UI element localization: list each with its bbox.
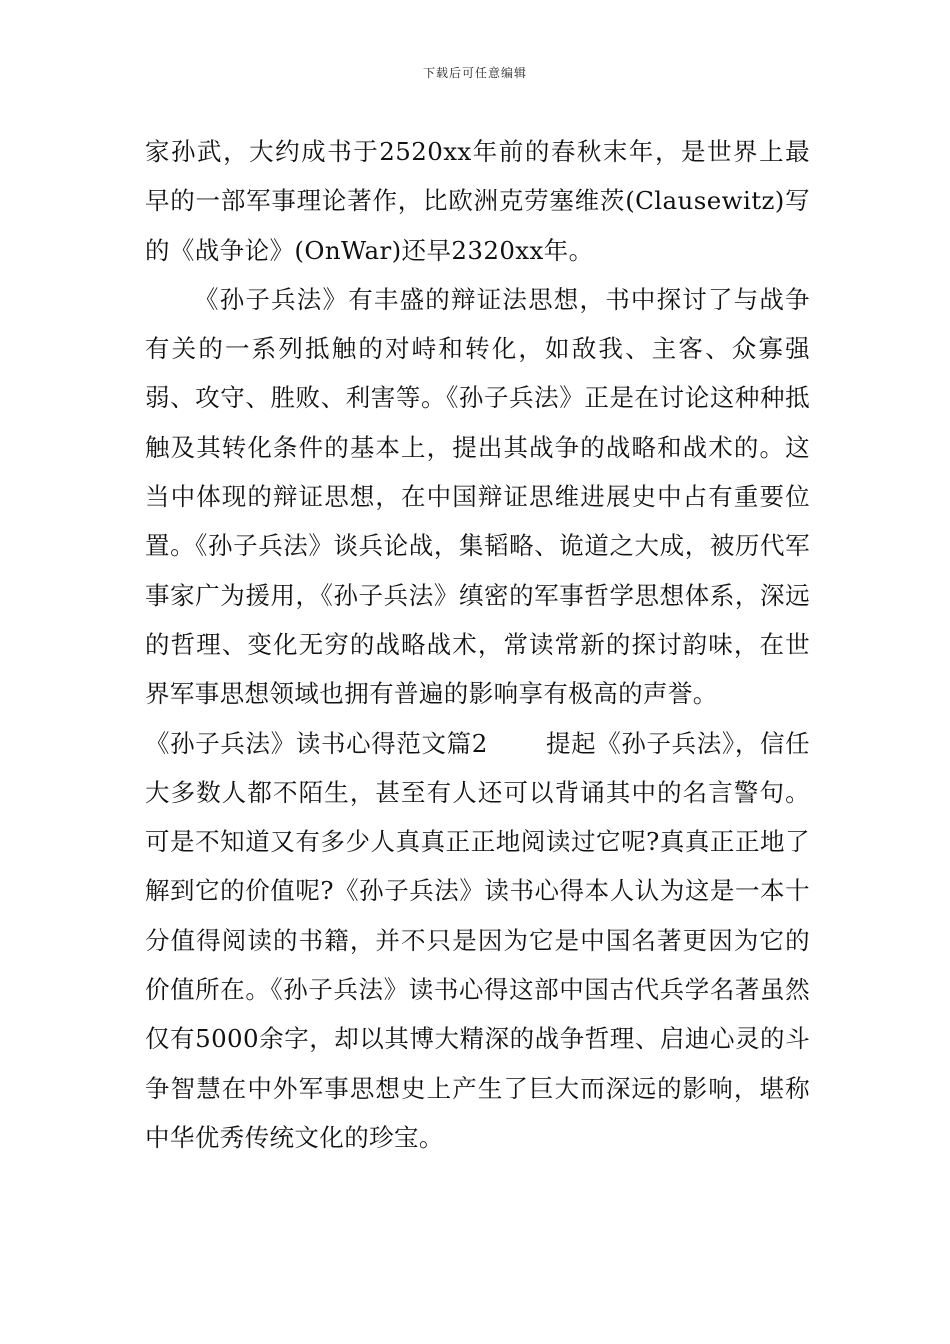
document-body: [145, 127, 810, 1162]
section-heading: 《孙子兵法》读书心得范文篇2: [145, 728, 488, 758]
paragraph-2: 《孙子兵法》有丰盛的辩证法思想，书中探讨了与战争有关的一系列抵触的对峙和转化，如敌我、主客、众寡强弱、攻守、胜败、利害等。《孙子兵法》正是在讨论这种种抵触及其转化条件的基本上，提出其战争的战略和战术的。这当中体现的辩证思想，在中国辩证思维进展史中占有重要位置。《孙子兵法》谈兵论战，集韬略、诡道之大成，被历代军事家广为援用，《孙子兵法》缜密的军事哲学思想体系，深远的哲理、变化无穷的战略战术，常读常新的探讨韵味，在世界军事思想领域也拥有普遍的影响享有极高的声誉。: [145, 284, 810, 709]
header-note: 下载后可任意编辑: [422, 66, 527, 80]
paragraph-1: 家孙武，大约成书于2520xx年前的春秋末年，是世界上最早的一部军事理论著作，比欧洲克劳塞维茨(Clausewitz)写的《战争论》(OnWar)还早2320xx年。: [145, 137, 810, 265]
paragraph-3: [145, 719, 810, 1163]
paragraph-3-body: 提起《孙子兵法》，信任大多数人都不陌生，甚至有人还可以背诵其中的名言警句。可是不知道又有多少人真真正正地阅读过它呢?真真正正地了解到它的价值呢?《孙子兵法》读书心得本人认为这是一本十分值得阅读的书籍，并不只是因为它是中国名著更因为它的价值所在。《孙子兵法》读书心得这部中国古代兵学名著虽然仅有5000余字，却以其博大精深的战争哲理、启迪心灵的斗争智慧在中外军事思想史上产生了巨大而深远的影响，堪称中华优秀传统文化的珍宝。: [145, 728, 810, 1152]
